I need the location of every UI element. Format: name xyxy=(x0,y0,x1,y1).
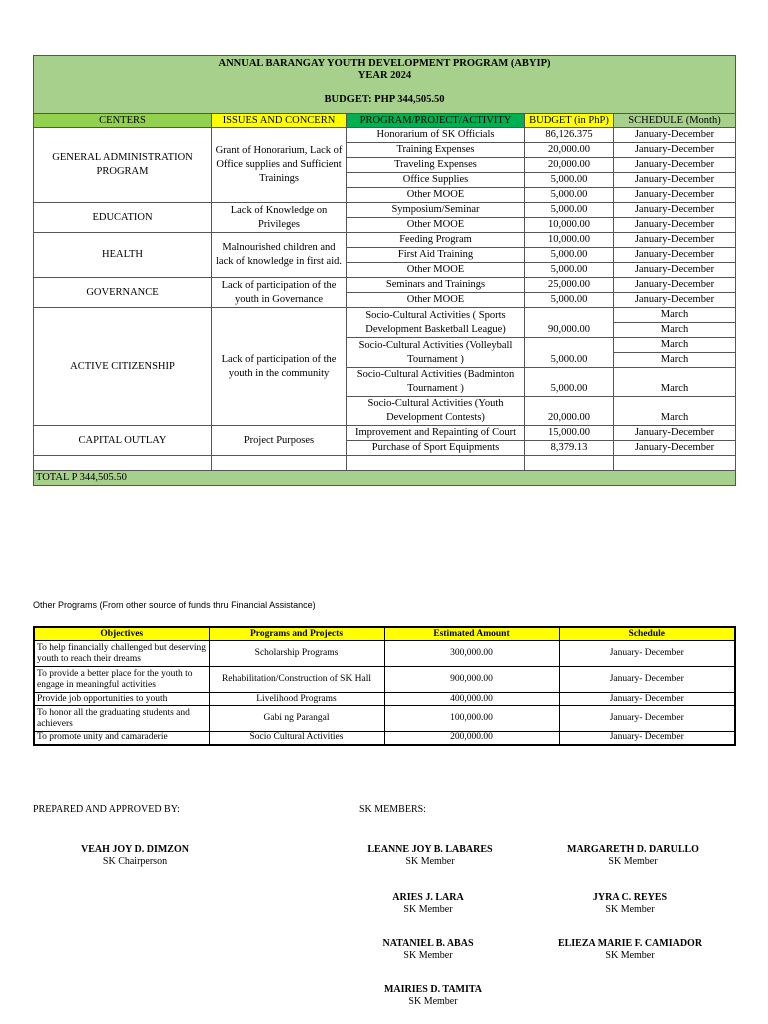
schedule-cell: January- December xyxy=(559,706,735,732)
schedule-cell: January-December xyxy=(614,188,736,203)
budget-cell: 20,000.00 xyxy=(525,158,614,173)
signatory-name: JYRA C. REYES xyxy=(592,892,668,903)
other-col-schedule: Schedule xyxy=(559,627,735,641)
program-cell: Socio-Cultural Activities ( Sports Development Basketball League) xyxy=(347,308,525,338)
signature-member xyxy=(543,844,723,868)
signature-member xyxy=(540,892,720,916)
signatory-name: ARIES J. LARA xyxy=(392,892,464,903)
schedule-cell: January-December xyxy=(614,293,736,308)
schedule-cell: March xyxy=(614,353,736,368)
center-health: HEALTH xyxy=(34,233,212,278)
program-cell: Gabi ng Parangal xyxy=(209,706,384,732)
schedule-cell: January-December xyxy=(614,426,736,441)
amount-cell: 900,000.00 xyxy=(384,667,559,693)
table-row xyxy=(34,233,736,248)
signatory-role: SK Member xyxy=(405,856,455,867)
program-cell: Seminars and Trainings xyxy=(347,278,525,293)
program-cell: Rehabilitation/Construction of SK Hall xyxy=(209,667,384,693)
budget-cell: 5,000.00 xyxy=(525,203,614,218)
amount-cell: 300,000.00 xyxy=(384,641,559,667)
schedule-cell: January-December xyxy=(614,441,736,456)
program-cell: Traveling Expenses xyxy=(347,158,525,173)
budget-cell: 25,000.00 xyxy=(525,278,614,293)
table-row xyxy=(34,706,735,732)
table-header xyxy=(34,56,736,114)
program-cell: Socio-Cultural Activities (Badminton Tournament ) xyxy=(347,368,525,397)
budget-cell: 5,000.00 xyxy=(525,293,614,308)
budget-cell: 10,000.00 xyxy=(525,218,614,233)
budget-cell: 5,000.00 xyxy=(525,173,614,188)
other-col-objectives: Objectives xyxy=(34,627,209,641)
col-program: PROGRAM/PROJECT/ACTIVITY xyxy=(347,114,525,128)
issue-gap: Grant of Honorarium, Lack of Office supplies and Sufficient Trainings xyxy=(212,128,347,203)
budget-cell: 5,000.00 xyxy=(525,188,614,203)
other-col-programs: Programs and Projects xyxy=(209,627,384,641)
program-cell: Other MOOE xyxy=(347,263,525,278)
col-centers: CENTERS xyxy=(34,114,212,128)
members-label: SK MEMBERS: xyxy=(359,804,426,815)
signature-member xyxy=(338,892,518,916)
table-row xyxy=(34,203,736,218)
budget-cell: 90,000.00 xyxy=(525,308,614,338)
table-row xyxy=(34,278,736,293)
table-row xyxy=(34,693,735,706)
program-cell: Improvement and Repainting of Court xyxy=(347,426,525,441)
schedule-cell: January-December xyxy=(614,233,736,248)
blank-cell xyxy=(347,456,525,471)
schedule-cell: January- December xyxy=(559,693,735,706)
col-issues: ISSUES AND CONCERN xyxy=(212,114,347,128)
issue-citizenship: Lack of participation of the youth in the community xyxy=(212,308,347,426)
blank-row xyxy=(34,456,736,471)
issue-health: Malnourished children and lack of knowledge in first aid. xyxy=(212,233,347,278)
budget-cell: 20,000.00 xyxy=(525,397,614,426)
schedule-cell: March xyxy=(614,323,736,338)
budget-cell: 86,126.375 xyxy=(525,128,614,143)
objective-cell: To honor all the graduating students and achievers xyxy=(34,706,209,732)
program-cell: Other MOOE xyxy=(347,188,525,203)
objective-cell: To promote unity and camaraderie xyxy=(34,732,209,745)
amount-cell: 100,000.00 xyxy=(384,706,559,732)
signature-member xyxy=(540,938,720,962)
signatory-role: SK Member xyxy=(403,950,453,961)
total-row: TOTAL P 344,505.50 xyxy=(34,471,736,486)
schedule-cell: January-December xyxy=(614,128,736,143)
document-year: YEAR 2024 xyxy=(357,70,412,81)
table-row xyxy=(34,667,735,693)
table-row xyxy=(34,426,736,441)
signature-member xyxy=(338,938,518,962)
table-row xyxy=(34,128,736,143)
schedule-cell: January-December xyxy=(614,173,736,188)
center-gap: GENERAL ADMINISTRATION PROGRAM xyxy=(34,128,212,203)
table-row xyxy=(34,732,735,745)
program-cell: Honorarium of SK Officials xyxy=(347,128,525,143)
column-headers xyxy=(34,114,736,128)
blank-cell xyxy=(614,456,736,471)
schedule-cell: January-December xyxy=(614,158,736,173)
program-cell: Symposium/Seminar xyxy=(347,203,525,218)
signatory-name: MAIRIES D. TAMITA xyxy=(383,984,483,995)
schedule-cell: January-December xyxy=(614,143,736,158)
signatory-role: SK Member xyxy=(605,904,655,915)
budget-cell: 5,000.00 xyxy=(525,338,614,368)
objective-cell: To provide a better place for the youth to engage in meaningful activities xyxy=(34,667,209,693)
other-programs-caption: Other Programs (From other source of funds thru Financial Assistance) xyxy=(33,600,316,610)
budget-cell: 5,000.00 xyxy=(525,248,614,263)
table-row xyxy=(34,641,735,667)
program-cell: Training Expenses xyxy=(347,143,525,158)
objective-cell: Provide job opportunities to youth xyxy=(34,693,209,706)
schedule-cell: March xyxy=(614,338,736,353)
schedule-cell: January- December xyxy=(559,667,735,693)
budget-cell: 20,000.00 xyxy=(525,143,614,158)
other-programs-table xyxy=(33,626,736,746)
program-cell: Socio-Cultural Activities (Youth Development Contests) xyxy=(347,397,525,426)
abyip-table xyxy=(33,55,736,486)
prepared-label: PREPARED AND APPROVED BY: xyxy=(33,804,180,815)
signatory-name: MARGARETH D. DARULLO xyxy=(567,844,699,855)
center-citizenship: ACTIVE CITIZENSHIP xyxy=(34,308,212,426)
issue-capital: Project Purposes xyxy=(212,426,347,456)
amount-cell: 400,000.00 xyxy=(384,693,559,706)
program-cell: Scholarship Programs xyxy=(209,641,384,667)
program-cell: First Aid Training xyxy=(347,248,525,263)
signatory-role: SK Member xyxy=(605,950,655,961)
issue-governance: Lack of participation of the youth in Governance xyxy=(212,278,347,308)
budget-cell: 8,379.13 xyxy=(525,441,614,456)
schedule-cell: March xyxy=(614,308,736,323)
col-budget: BUDGET (in PhP) xyxy=(525,114,614,128)
document-budget: BUDGET: PHP 344,505.50 xyxy=(324,94,445,105)
signatory-name: VEAH JOY D. DIMZON xyxy=(81,844,189,855)
program-cell: Purchase of Sport Equipments xyxy=(347,441,525,456)
signatory-role: SK Member xyxy=(403,904,453,915)
schedule-cell: January-December xyxy=(614,263,736,278)
center-capital: CAPITAL OUTLAY xyxy=(34,426,212,456)
other-header-row xyxy=(34,627,735,641)
budget-cell: 5,000.00 xyxy=(525,368,614,397)
schedule-cell: January-December xyxy=(614,218,736,233)
center-governance: GOVERNANCE xyxy=(34,278,212,308)
signatory-name: LEANNE JOY B. LABARES xyxy=(367,844,493,855)
signature-chair xyxy=(45,844,225,868)
program-cell: Other MOOE xyxy=(347,293,525,308)
schedule-cell: January- December xyxy=(559,732,735,745)
signatory-name: ELIEZA MARIE F. CAMIADOR xyxy=(557,938,703,949)
schedule-cell: March xyxy=(614,368,736,397)
program-cell: Office Supplies xyxy=(347,173,525,188)
schedule-cell: January- December xyxy=(559,641,735,667)
budget-cell: 10,000.00 xyxy=(525,233,614,248)
signatory-role: SK Member xyxy=(608,856,658,867)
budget-cell: 5,000.00 xyxy=(525,263,614,278)
signatory-name: NATANIEL B. ABAS xyxy=(382,938,474,949)
signatory-role: SK Member xyxy=(408,996,458,1007)
program-cell: Feeding Program xyxy=(347,233,525,248)
program-cell: Socio-Cultural Activities (Volleyball Tournament ) xyxy=(347,338,525,368)
budget-cell: 15,000.00 xyxy=(525,426,614,441)
table-row xyxy=(34,308,736,323)
schedule-cell: March xyxy=(614,397,736,426)
document-title: ANNUAL BARANGAY YOUTH DEVELOPMENT PROGRAM (ABYIP) xyxy=(218,58,551,69)
schedule-cell: January-December xyxy=(614,278,736,293)
center-education: EDUCATION xyxy=(34,203,212,233)
schedule-cell: January-December xyxy=(614,248,736,263)
signature-member xyxy=(343,984,523,1008)
objective-cell: To help financially challenged but deserving youth to reach their dreams xyxy=(34,641,209,667)
program-cell: Other MOOE xyxy=(347,218,525,233)
col-schedule: SCHEDULE (Month) xyxy=(614,114,736,128)
issue-education: Lack of Knowledge on Privileges xyxy=(212,203,347,233)
program-cell: Livelihood Programs xyxy=(209,693,384,706)
program-cell: Socio Cultural Activities xyxy=(209,732,384,745)
amount-cell: 200,000.00 xyxy=(384,732,559,745)
blank-cell xyxy=(212,456,347,471)
blank-cell xyxy=(34,456,212,471)
signature-member xyxy=(340,844,520,868)
signatory-role: SK Chairperson xyxy=(102,856,168,867)
schedule-cell: January-December xyxy=(614,203,736,218)
blank-cell xyxy=(525,456,614,471)
other-col-amount: Estimated Amount xyxy=(384,627,559,641)
